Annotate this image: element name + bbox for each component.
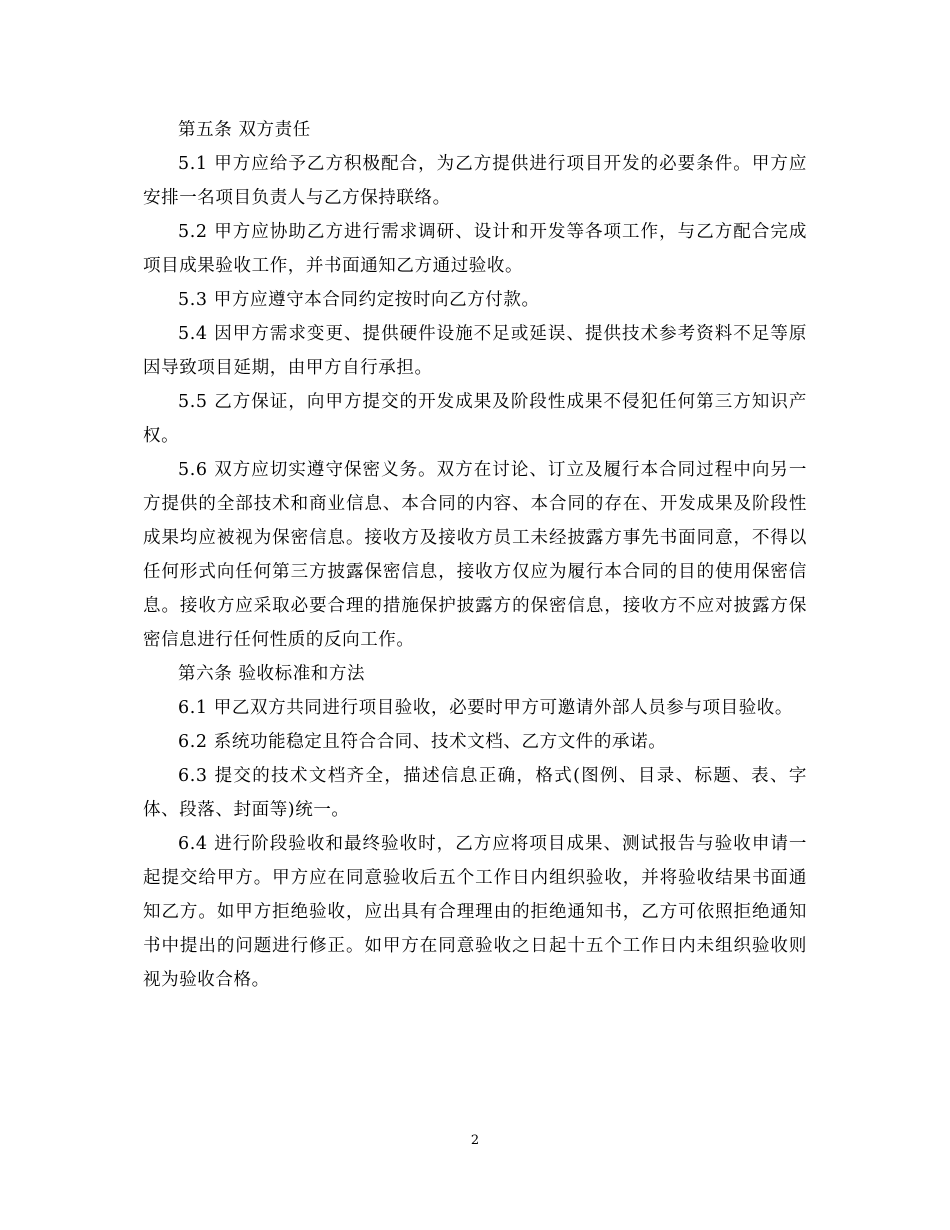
clause-5-3: 5.3 甲方应遵守本合同约定按时向乙方付款。 (178, 290, 540, 310)
clause-5-5: 5.5 乙方保证，向甲方提交的开发成果及阶段性成果不侵犯任何第三方知识产权。 (143, 392, 807, 446)
section-heading-6: 第六条 验收标准和方法 (178, 664, 366, 684)
clause-6-4: 6.4 进行阶段验收和最终验收时，乙方应将项目成果、测试报告与验收申请一起提交给甲方。甲方应在同意验收后五个工作日内组织验收，并将验收结果书面通知乙方。如甲方拒绝验收，应出具有合理理由的拒绝通知书，乙方可依照拒绝通知书中提出的问题进行修正。如甲方在同意验收之日起十五个工作日内未组织验收则视为验收合格。 (143, 834, 807, 990)
page-number: 2 (470, 1133, 480, 1148)
clause-5-2: 5.2 甲方应协助乙方进行需求调研、设计和开发等各项工作，与乙方配合完成项目成果验收工作，并书面通知乙方通过验收。 (143, 222, 807, 276)
clause-5-1: 5.1 甲方应给予乙方积极配合，为乙方提供进行项目开发的必要条件。甲方应安排一名项目负责人与乙方保持联络。 (143, 154, 807, 208)
clause-5-4: 5.4 因甲方需求变更、提供硬件设施不足或延误、提供技术参考资料不足等原因导致项目延期，由甲方自行承担。 (143, 324, 807, 378)
section-heading-5: 第五条 双方责任 (178, 120, 311, 140)
clause-6-1: 6.1 甲乙双方共同进行项目验收，必要时甲方可邀请外部人员参与项目验收。 (178, 698, 793, 718)
document-body (143, 113, 807, 997)
clause-5-6: 5.6 双方应切实遵守保密义务。双方在讨论、订立及履行本合同过程中向另一方提供的全部技术和商业信息、本合同的内容、本合同的存在、开发成果及阶段性成果均应被视为保密信息。接收方及接收方员工未经披露方事先书面同意，不得以任何形式向任何第三方披露保密信息，接收方仅应为履行本合同的目的使用保密信息。接收方应采取必要合理的措施保护披露方的保密信息，接收方不应对披露方保密信息进行任何性质的反向工作。 (143, 460, 807, 650)
clause-6-3: 6.3 提交的技术文档齐全，描述信息正确，格式(图例、目录、标题、表、字体、段落、封面等)统一。 (143, 766, 807, 820)
clause-6-2: 6.2 系统功能稳定且符合合同、技术文档、乙方文件的承诺。 (178, 732, 667, 752)
